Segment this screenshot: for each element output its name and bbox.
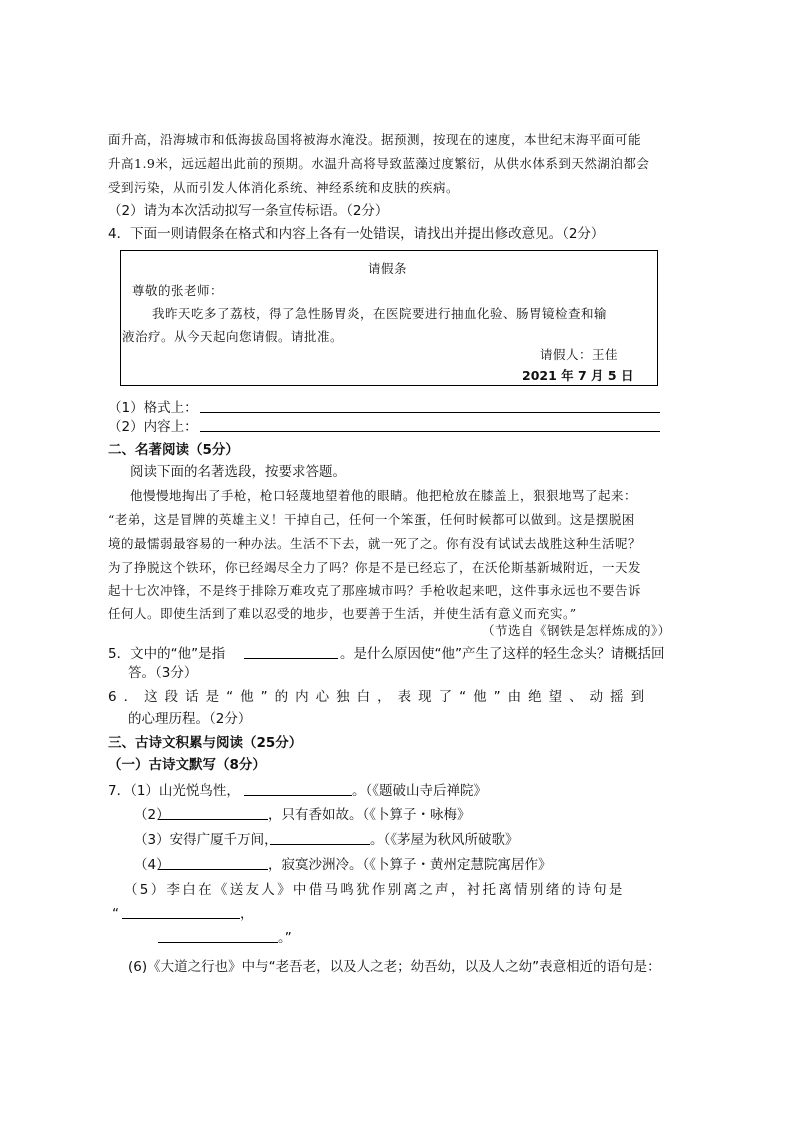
question-4-1: （1）格式上： bbox=[108, 400, 198, 416]
question-7-3-suffix: 。（《茅屋为秋风所破歌》 bbox=[370, 832, 519, 848]
question-6: 6．这段话是“他”的内心独白，表现了“他”由绝望、动摇到 bbox=[108, 689, 652, 705]
leave-note-title: 请假条 bbox=[368, 261, 408, 276]
excerpt-line-5: 起十七次冲锋，不是终于排除万难攻克了那座城市吗？手枪收起来吧，这件事永远也不要告诉 bbox=[108, 583, 642, 598]
excerpt-line-4: 为了挣脱这个铁环，你已经竭尽全力了吗？你是不是已经忘了，在沃伦斯基新城附近，一天发 bbox=[108, 560, 642, 575]
question-5-suffix: 。是什么原因使“他”产生了这样的轻生念头？请概括回 bbox=[340, 646, 665, 662]
leave-note-signer: 请假人：王佳 bbox=[540, 347, 619, 362]
leave-note-body-2: 液治疗。从今天起向您请假。请批准。 bbox=[122, 329, 344, 344]
question-7-1-suffix: 。（《题破山寺后禅院》 bbox=[352, 783, 487, 799]
excerpt-line-2: “老弟，这是冒牌的英雄主义！干掉自己，任何一个笨蛋，任何时候都可以做到。这是摆脱困 bbox=[108, 512, 635, 527]
answer-line-4-2[interactable] bbox=[200, 431, 660, 432]
answer-line-7-4[interactable] bbox=[158, 869, 268, 870]
excerpt-source: （节选自《钢铁是怎样炼成的》） bbox=[482, 623, 671, 638]
answer-line-7-1[interactable] bbox=[244, 795, 352, 796]
question-7-1-prefix: 7．（1）山光悦鸟性， bbox=[108, 783, 240, 799]
question-7-6: (6)《大道之行也》中与“老吾老，以及人之老；幼吾幼，以及人之幼”表意相近的语句是： bbox=[128, 959, 661, 975]
question-7-3-prefix: （3）安得广厦千万间， bbox=[134, 832, 278, 848]
excerpt-line-3: 境的最懦弱最容易的一种办法。生活不下去，就一死了之。你有没有试试去战胜这种生活呢？ bbox=[108, 536, 642, 551]
question-7-5: （5）李白在《送友人》中借马鸣犹作别离之声，衬托离情别绪的诗句是 bbox=[124, 882, 625, 898]
answer-line-4-1[interactable] bbox=[200, 412, 660, 413]
question-7-4-suffix: ，寂寞沙洲冷。（《卜算子・黄州定慧院寓居作》 bbox=[268, 857, 552, 873]
question-5-cont: 答。（3分） bbox=[128, 665, 198, 681]
answer-line-7-2[interactable] bbox=[158, 819, 268, 820]
section-2-heading: 二、名著阅读（5分） bbox=[108, 442, 239, 458]
leave-note-greeting: 尊敬的张老师： bbox=[132, 283, 224, 298]
question-7-5-close: 。” bbox=[278, 930, 292, 946]
excerpt-line-6: 任何人。即使生活到了难以忍受的地步，也要善于生活，并使生活有意义而充实。” bbox=[108, 606, 577, 621]
question-7-5-comma: ， bbox=[240, 906, 254, 922]
section-3-heading: 三、古诗文积累与阅读（25分） bbox=[108, 735, 303, 751]
answer-line-7-5a[interactable] bbox=[122, 918, 240, 919]
answer-line-7-3[interactable] bbox=[270, 844, 370, 845]
leave-note-date: 2021 年 7 月 5 日 bbox=[522, 368, 634, 383]
question-7-2-prefix: （2） bbox=[134, 807, 170, 823]
question-7-5-open-quote: “ bbox=[112, 906, 119, 922]
answer-line-7-5b[interactable] bbox=[158, 942, 278, 943]
question-4-2: （2）内容上： bbox=[108, 419, 198, 435]
question-3-2: （2）请为本次活动拟写一条宣传标语。（2分） bbox=[108, 203, 389, 219]
leave-note-body-1: 我昨天吃多了荔枝，得了急性肠胃炎，在医院要进行抽血化验、肠胃镜检查和输 bbox=[152, 306, 608, 321]
answer-line-5[interactable] bbox=[244, 658, 338, 659]
excerpt-line-1: 他慢慢地掏出了手枪，枪口轻蔑地望着他的眼睛。他把枪放在膝盖上，狠狠地骂了起来： bbox=[130, 488, 638, 503]
section-3-1-heading: （一）古诗文默写（8分） bbox=[108, 757, 266, 773]
question-4: 4．下面一则请假条在格式和内容上各有一处错误，请找出并提出修改意见。（2分） bbox=[108, 226, 605, 242]
question-6-cont: 的心理历程。（2分） bbox=[128, 711, 252, 727]
passage-line-1: 面升高，沿海城市和低海拔岛国将被海水淹没。据预测，按现在的速度，本世纪末海平面可能 bbox=[108, 132, 642, 147]
question-7-2-suffix: ，只有香如故。（《卜算子・咏梅》 bbox=[268, 807, 471, 823]
passage-line-3: 受到污染，从而引发人体消化系统、神经系统和皮肤的疾病。 bbox=[108, 180, 460, 195]
question-7-4-prefix: （4） bbox=[134, 857, 170, 873]
question-5-prefix: 5．文中的“他”是指 bbox=[108, 646, 226, 662]
section-2-intro: 阅读下面的名著选段，按要求答题。 bbox=[130, 464, 346, 480]
passage-line-2: 升高1.9米，远远超出此前的预期。水温升高将导致蓝藻过度繁衍，从供水体系到天然湖泊都会 bbox=[108, 156, 650, 171]
